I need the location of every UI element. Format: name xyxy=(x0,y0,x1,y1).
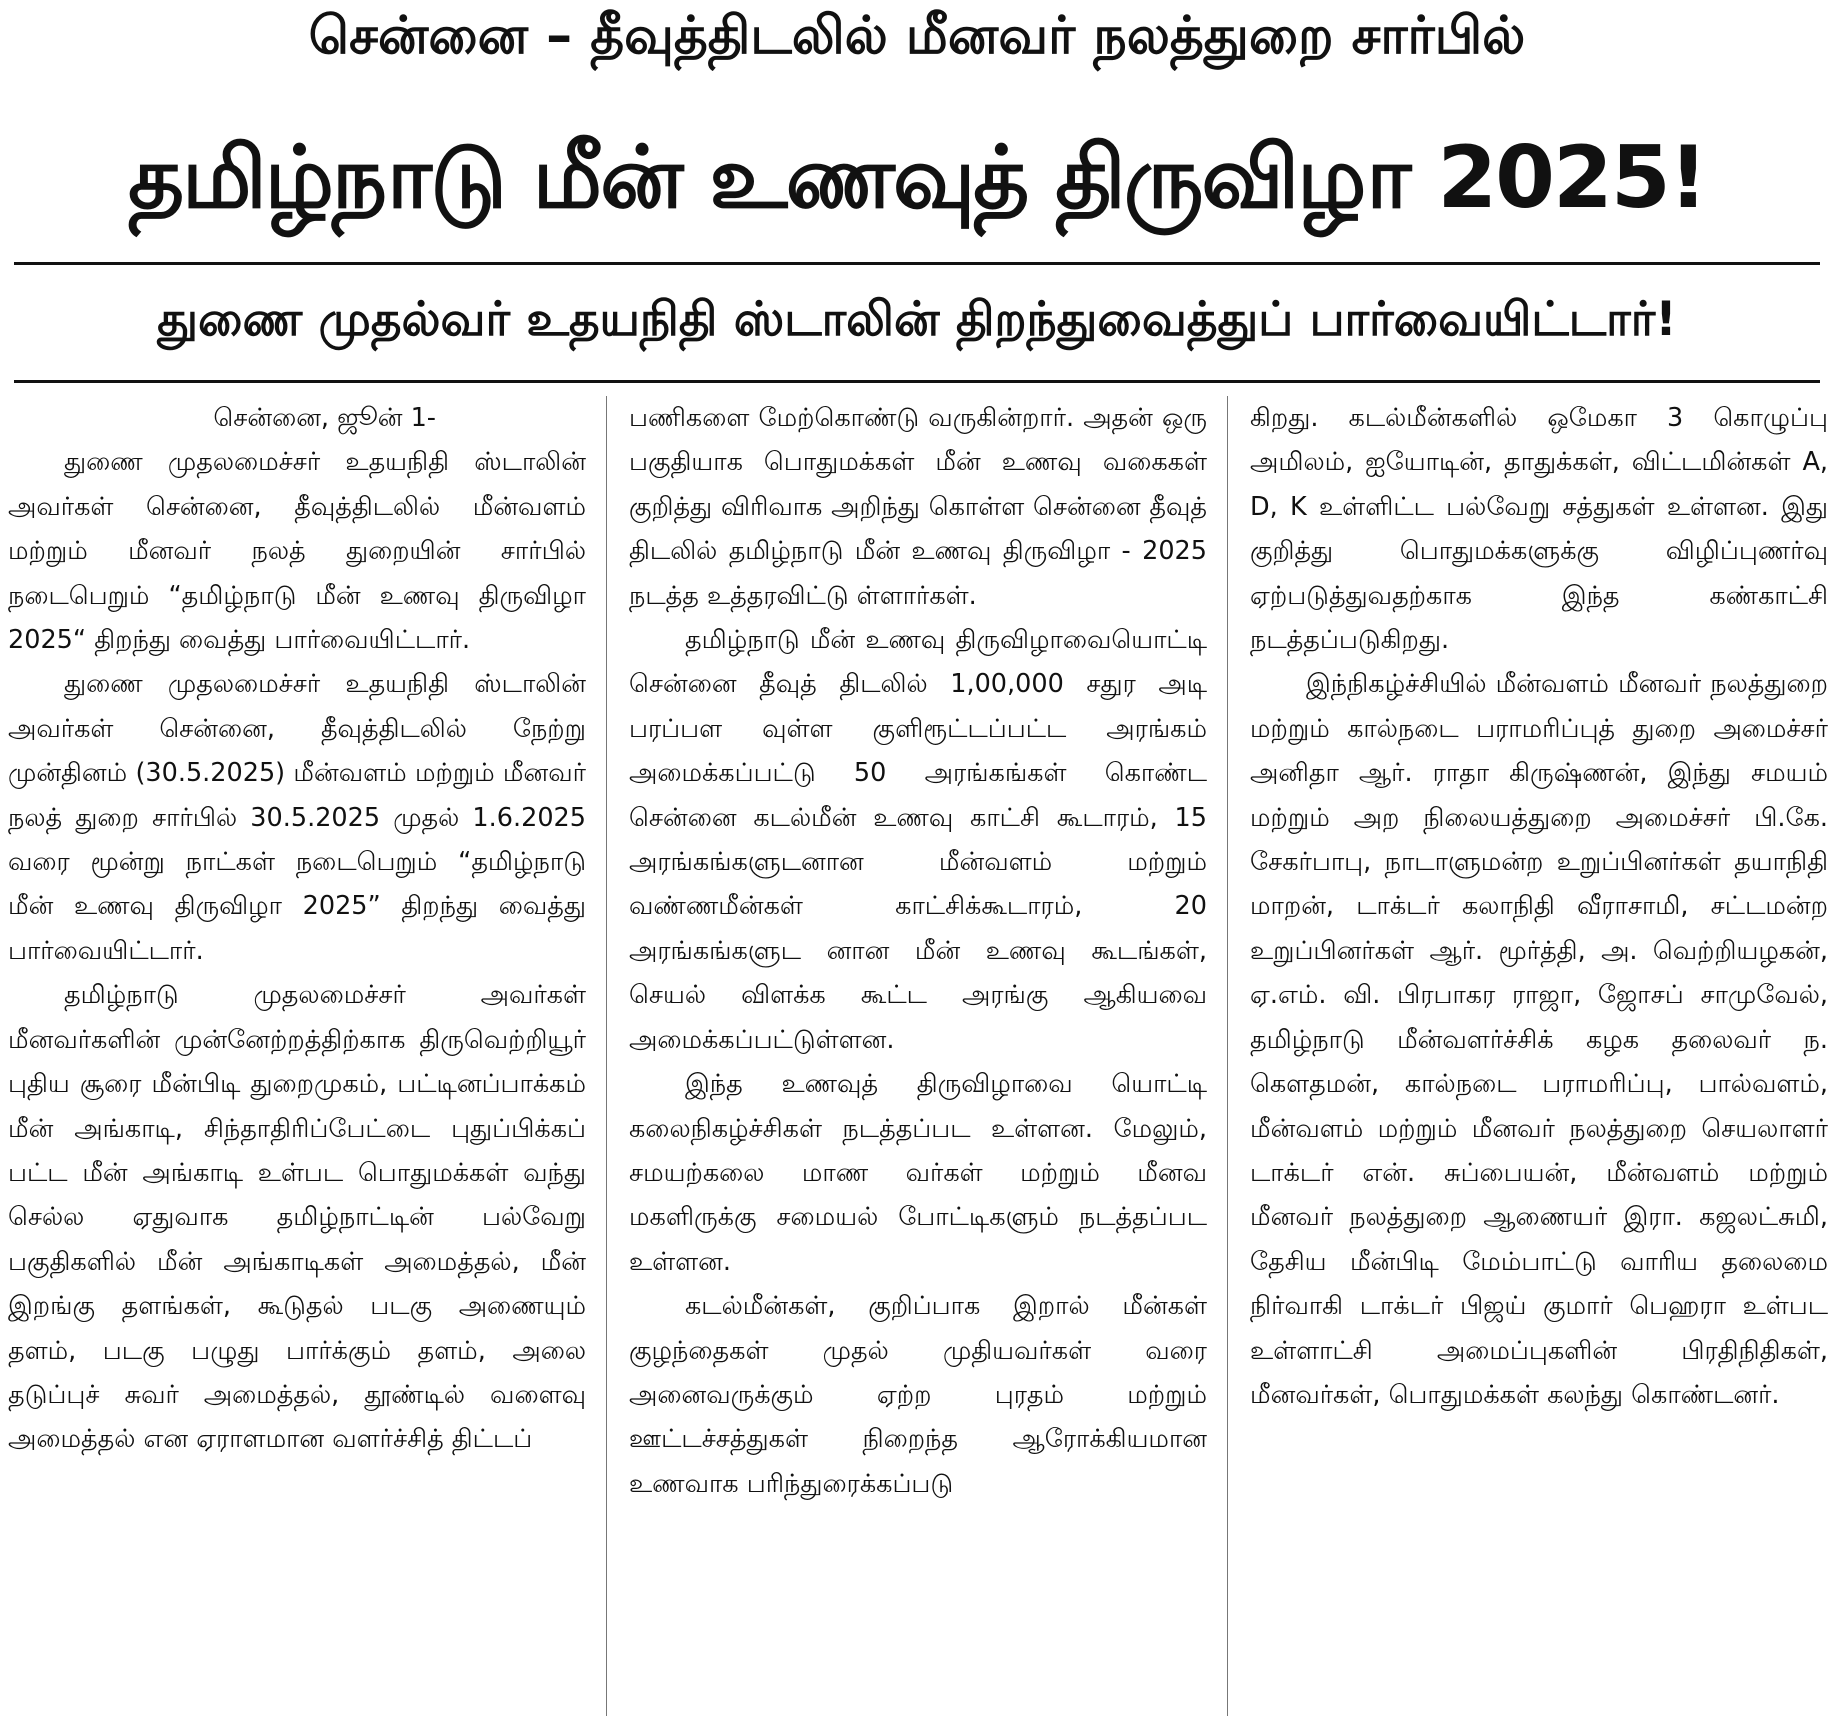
headline-main: தமிழ்நாடு மீன் உணவுத் திருவிழா 2025! xyxy=(128,128,1706,228)
headline-rule-bottom xyxy=(14,380,1820,383)
paragraph: பணிகளை மேற்கொண்டு வருகின்றார். அதன் ஒரு பகுதியாக பொதுமக்கள் மீன் உணவு வகைகள் குறித்து விரிவாக அறிந்து கொள்ள சென்னை தீவுத் திடலில் தமிழ்நாடு மீன் உணவு திருவிழா - 2025 நடத்த உத்தரவிட்டு ள்ளார்கள். xyxy=(629,403,1207,611)
paragraph: துணை முதலமைச்சர் உதயநிதி ஸ்டாலின் அவர்கள் சென்னை, தீவுத்திடலில் மீன்வளம் மற்றும் மீனவர் நலத் துறையின் சார்பில் நடைபெறும் “தமிழ்நாடு மீன் உணவு திருவிழா 2025“ திறந்து வைத்து பார்வையிட்டார். xyxy=(8,447,586,656)
headline-kicker: சென்னை – தீவுத்திடலில் மீனவர் நலத்துறை சார்பில் xyxy=(308,6,1526,66)
paragraph: கடல்மீன்கள், குறிப்பாக இறால் மீன்கள் குழந்தைகள் முதல் முதியவர்கள் வரை அனைவருக்கும் ஏற்ற புரதம் மற்றும் ஊட்டச்சத்துகள் நிறைந்த ஆரோக்கியமான உணவாக பரிந்துரைக்கப்படு xyxy=(629,1291,1207,1499)
article-column-1 xyxy=(8,396,586,1462)
column-divider xyxy=(606,396,607,1716)
headline-sub: துணை முதல்வர் உதயநிதி ஸ்டாலின் திறந்துவைத்துப் பார்வையிட்டார்! xyxy=(157,292,1677,347)
paragraph: இந்நிகழ்ச்சியில் மீன்வளம் மீனவர் நலத்துறை மற்றும் கால்நடை பராமரிப்புத் துறை அமைச்சர் அனிதா ஆர். ராதா கிருஷ்ணன், இந்து சமயம் மற்றும் அற நிலையத்துறை அமைச்சர் பி.கே. சேகர்பாபு, நாடாளுமன்ற உறுப்பினர்கள் தயாநிதி மாறன், டாக்டர் கலாநிதி வீராசாமி, சட்டமன்ற உறுப்பினர்கள் ஆர். மூர்த்தி, அ. வெற்றியழகன், ஏ.எம். வி. பிரபாகர ராஜா, ஜோசப் சாமுவேல், தமிழ்நாடு மீன்வளர்ச்சிக் கழக தலைவர் ந. கௌதமன், கால்நடை பராமரிப்பு, பால்வளம், மீன்வளம் மற்றும் மீனவர் நலத்துறை செயலாளர் டாக்டர் என். சுப்பையன், மீன்வளம் மற்றும் மீனவர் நலத்துறை ஆணையர் இரா. கஜலட்சுமி, தேசிய மீன்பிடி மேம்பாட்டு வாரிய தலைமை நிர்வாகி டாக்டர் பிஜய் குமார் பெஹரா உள்பட உள்ளாட்சி அமைப்புகளின் பிரதிநிதிகள், மீனவர்கள், பொதுமக்கள் கலந்து கொண்டனர். xyxy=(1250,669,1828,1410)
paragraph: இந்த உணவுத் திருவிழாவை யொட்டி கலைநிகழ்ச்சிகள் நடத்தப்பட உள்ளன. மேலும், சமயற்கலை மாண வர்கள் மற்றும் மீனவ மகளிருக்கு சமையல் போட்டிகளும் நடத்தப்பட உள்ளன. xyxy=(629,1069,1207,1277)
article-column-2 xyxy=(629,396,1207,1506)
article-column-3 xyxy=(1250,396,1828,1417)
headline-rule-top xyxy=(14,262,1820,265)
paragraph: துணை முதலமைச்சர் உதயநிதி ஸ்டாலின் அவர்கள் சென்னை, தீவுத்திடலில் நேற்று முன்தினம் (30.5.2025) மீன்வளம் மற்றும் மீனவர் நலத் துறை சார்பில் 30.5.2025 முதல் 1.6.2025 வரை மூன்று நாட்கள் நடைபெறும் “தமிழ்நாடு மீன் உணவு திருவிழா 2025” திறந்து வைத்து பார்வையிட்டார். xyxy=(8,669,586,966)
paragraph: தமிழ்நாடு மீன் உணவு திருவிழாவையொட்டி சென்னை தீவுத் திடலில் 1,00,000 சதுர அடி பரப்பள வுள்ள குளிரூட்டப்பட்ட அரங்கம் அமைக்கப்பட்டு 50 அரங்கங்கள் கொண்ட சென்னை கடல்மீன் உணவு காட்சி கூடாரம், 15 அரங்கங்களுடனான மீன்வளம் மற்றும் வண்ணமீன்கள் காட்சிக்கூடாரம், 20 அரங்கங்களுட னான மீன் உணவு கூடங்கள், செயல் விளக்க கூட்ட அரங்கு ஆகியவை அமைக்கப்பட்டுள்ளன. xyxy=(629,625,1207,1055)
dateline: சென்னை, ஜூன் 1- xyxy=(213,403,436,433)
paragraph: தமிழ்நாடு முதலமைச்சர் அவர்கள் மீனவர்களின் முன்னேற்றத்திற்காக திருவெற்றியூர் புதிய சூரை மீன்பிடி துறைமுகம், பட்டினப்பாக்கம் மீன் அங்காடி, சிந்தாதிரிப்பேட்டை புதுப்பிக்கப் பட்ட மீன் அங்காடி உள்பட பொதுமக்கள் வந்து செல்ல ஏதுவாக தமிழ்நாட்டின் பல்வேறு பகுதிகளில் மீன் அங்காடிகள் அமைத்தல், மீன் இறங்கு தளங்கள், கூடுதல் படகு அணையும் தளம், படகு பழுது பார்க்கும் தளம், அலை தடுப்புச் சுவர் அமைத்தல், தூண்டில் வளைவு அமைத்தல் என ஏராளமான வளர்ச்சித் திட்டப் xyxy=(8,980,586,1455)
paragraph: கிறது. கடல்மீன்களில் ஒமேகா 3 கொழுப்பு அமிலம், ஐயோடின், தாதுக்கள், விட்டமின்கள் A, D, K உள்ளிட்ட பல்வேறு சத்துகள் உள்ளன. இது குறித்து பொதுமக்களுக்கு விழிப்புணர்வு ஏற்படுத்துவதற்காக இந்த கண்காட்சி நடத்தப்படுகிறது. xyxy=(1250,403,1828,656)
column-divider xyxy=(1227,396,1228,1716)
